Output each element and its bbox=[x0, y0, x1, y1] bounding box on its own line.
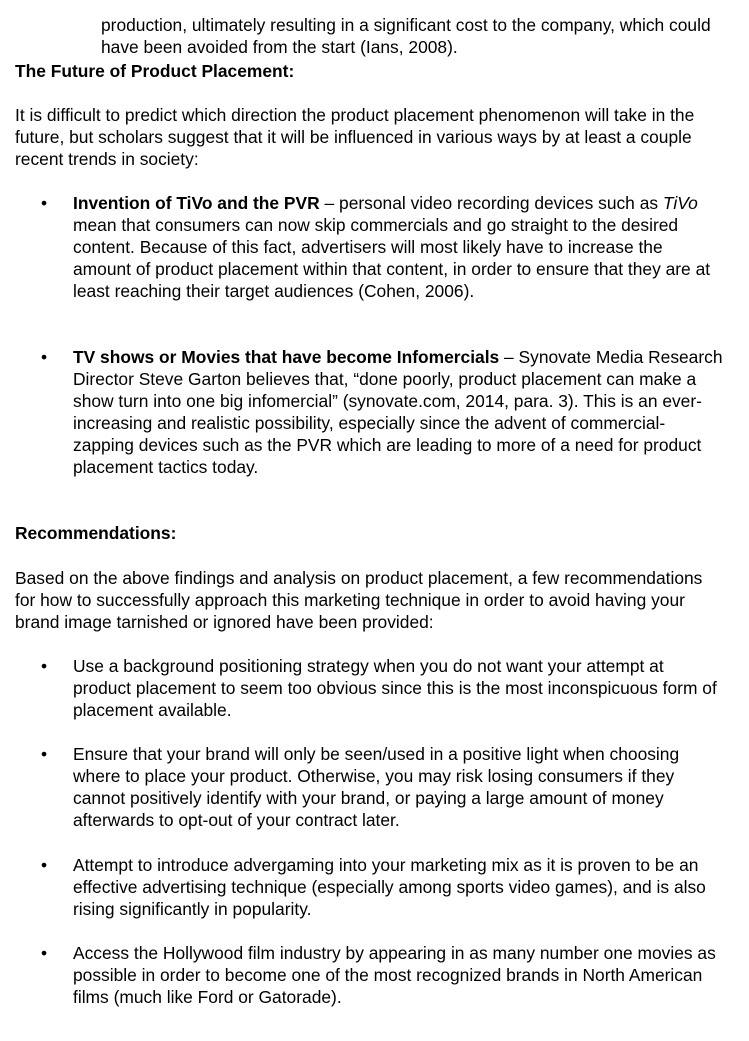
future-heading: The Future of Product Placement: bbox=[15, 61, 295, 81]
list-item-text bbox=[73, 346, 725, 478]
list-item bbox=[15, 655, 727, 721]
list-item-text: Ensure that your brand will only be seen/used in a positive light when choosing where to place your product. Otherwise, you may risk losing consumers if they cannot positively identify with your brand, or paying a large amount of money afterwards to opt-out of your contract later. bbox=[73, 744, 680, 830]
list-item-body-pre: personal video recording devices such as bbox=[339, 193, 663, 213]
list-item bbox=[15, 346, 727, 478]
list-item bbox=[15, 743, 727, 831]
list-item-text: Access the Hollywood film industry by appearing in as many number one movies as possible in order to become one of the most recognized brands in North American films (much like Ford or Gatorade). bbox=[73, 943, 716, 1007]
list-item-body-post: mean that consumers can now skip commercials and go straight to the desired content. Because of this fact, advertisers will most likely have to increase the amount of product placement within that content, in order to ensure that they are at least reaching their target audiences (Cohen, 2006). bbox=[73, 215, 711, 301]
list-item bbox=[15, 192, 727, 302]
bullet-icon: • bbox=[41, 347, 48, 367]
list-item-lead: Invention of TiVo and the PVR bbox=[73, 193, 320, 213]
recommendations-intro-paragraph: Based on the above findings and analysis on product placement, a few recommendations for how to successfully approach this marketing technique in order to avoid having your brand image tarnished or ignored have been provided: bbox=[15, 568, 703, 632]
list-item-lead: TV shows or Movies that have become Infomercials bbox=[73, 347, 500, 367]
list-item-body: Synovate Media Research Director Steve Garton believes that, “done poorly, product placement can make a show turn into one big infomercial” (synovate.com, 2014, para. 3). This is an ever-increasing and realistic possibility, especially since the advent of commercial-zapping devices such as the PVR which are leading to more of a need for product placement tactics today. bbox=[73, 347, 723, 477]
list-item-text: Attempt to introduce advergaming into your marketing mix as it is proven to be an effective advertising technique (especially among sports video games), and is also rising significantly in popularity. bbox=[73, 855, 706, 919]
bullet-icon: • bbox=[41, 855, 48, 875]
recommendations-heading: Recommendations: bbox=[15, 523, 177, 543]
list-item bbox=[15, 854, 727, 920]
future-intro-paragraph: It is difficult to predict which direction the product placement phenomenon will take in the future, but scholars suggest that it will be influenced in various ways by at least a couple recent trends in society: bbox=[15, 105, 695, 169]
continuation-paragraph: production, ultimately resulting in a significant cost to the company, which could have been avoided from the start (Ians, 2008). bbox=[101, 15, 711, 57]
bullet-icon: • bbox=[41, 656, 48, 676]
bullet-icon: • bbox=[41, 943, 48, 963]
list-item bbox=[15, 942, 727, 1008]
bullet-icon: • bbox=[41, 744, 48, 764]
list-item-text bbox=[73, 192, 725, 302]
bullet-icon: • bbox=[41, 193, 48, 213]
list-item-italic: TiVo bbox=[662, 193, 698, 213]
list-item-separator: – bbox=[319, 193, 340, 213]
list-item-text: Use a background positioning strategy when you do not want your attempt at product placement to seem too obvious since this is the most inconspicuous form of placement available. bbox=[73, 656, 717, 720]
list-item-separator: – bbox=[499, 347, 519, 367]
